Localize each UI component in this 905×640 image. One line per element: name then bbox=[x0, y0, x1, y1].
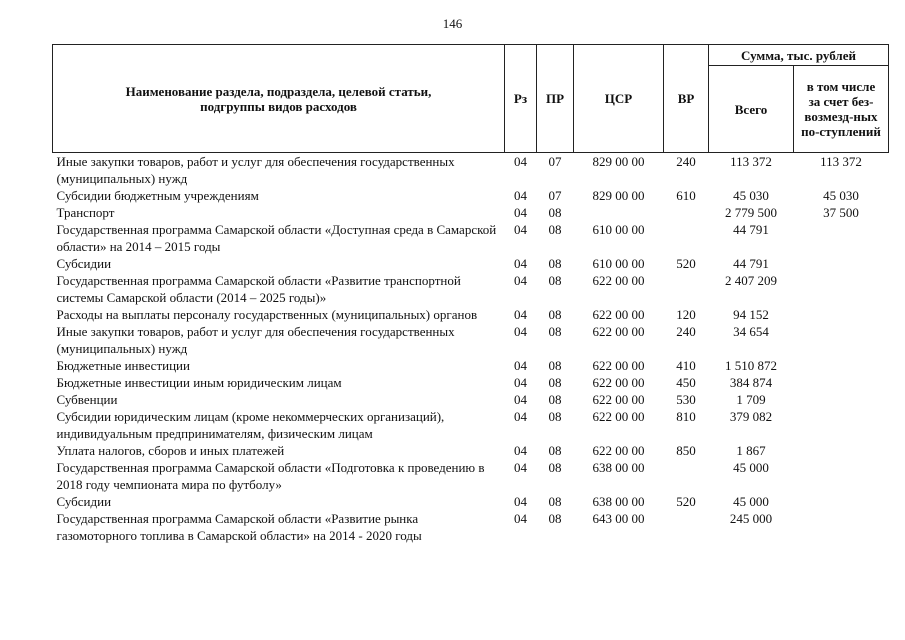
row-vr: 850 bbox=[676, 443, 696, 458]
row-pr: 08 bbox=[548, 358, 562, 373]
row-vr: 520 bbox=[676, 494, 696, 509]
row-vr: 520 bbox=[676, 256, 696, 271]
row-bezvozmezd bbox=[794, 255, 889, 272]
row-pr: 08 bbox=[548, 392, 562, 407]
row-pr: 08 bbox=[548, 375, 562, 390]
row-total: 384 874 bbox=[729, 375, 773, 390]
row-vr bbox=[664, 459, 709, 493]
row-name: Субвенции bbox=[56, 392, 118, 407]
header-vr: ВР bbox=[664, 45, 709, 153]
table-row bbox=[53, 255, 889, 272]
row-csr: 622 00 00 bbox=[592, 358, 645, 373]
row-rz: 04 bbox=[514, 307, 527, 322]
row-csr: 622 00 00 bbox=[592, 375, 645, 390]
table-row bbox=[53, 323, 889, 357]
row-csr: 610 00 00 bbox=[592, 256, 645, 271]
row-name: Бюджетные инвестиции иным юридическим лицам bbox=[56, 375, 342, 390]
row-rz: 04 bbox=[514, 511, 527, 526]
row-csr: 638 00 00 bbox=[592, 494, 645, 509]
row-name: Субсидии бюджетным учреждениям bbox=[56, 188, 259, 203]
header-sum: Сумма, тыс. рублей bbox=[709, 45, 889, 66]
row-rz: 04 bbox=[514, 409, 527, 424]
row-total: 379 082 bbox=[729, 409, 773, 424]
row-vr bbox=[664, 221, 709, 255]
row-csr: 638 00 00 bbox=[592, 460, 645, 475]
row-vr: 120 bbox=[676, 307, 696, 322]
row-rz: 04 bbox=[514, 392, 527, 407]
row-rz: 04 bbox=[514, 188, 527, 203]
table-row bbox=[53, 306, 889, 323]
table-row bbox=[53, 357, 889, 374]
row-total: 44 791 bbox=[733, 256, 769, 271]
table-row bbox=[53, 272, 889, 306]
row-name: Государственная программа Самарской области «Подготовка к проведению в 2018 году чемпионата мира по футболу» bbox=[56, 460, 485, 492]
row-bezvozmezd bbox=[794, 323, 889, 357]
row-vr: 810 bbox=[676, 409, 696, 424]
row-name: Иные закупки товаров, работ и услуг для обеспечения государственных (муниципальных) нужд bbox=[56, 154, 455, 186]
row-csr: 622 00 00 bbox=[592, 307, 645, 322]
row-pr: 08 bbox=[548, 494, 562, 509]
row-vr: 240 bbox=[676, 324, 696, 339]
budget-table bbox=[52, 44, 889, 544]
row-vr: 240 bbox=[676, 154, 696, 169]
row-total: 245 000 bbox=[729, 511, 773, 526]
table-row bbox=[53, 391, 889, 408]
table-row bbox=[53, 187, 889, 204]
header-csr: ЦСР bbox=[574, 45, 664, 153]
header-bezvozmezd: в том числе за счет без-возмезд-ных по-ступлений bbox=[794, 66, 889, 153]
row-name: Транспорт bbox=[56, 205, 115, 220]
row-csr: 622 00 00 bbox=[592, 443, 645, 458]
row-csr: 622 00 00 bbox=[592, 324, 645, 339]
row-rz: 04 bbox=[514, 358, 527, 373]
row-rz: 04 bbox=[514, 460, 527, 475]
row-total: 34 654 bbox=[733, 324, 769, 339]
row-pr: 08 bbox=[548, 222, 562, 237]
row-vr: 530 bbox=[676, 392, 696, 407]
row-vr: 610 bbox=[676, 188, 696, 203]
table-row bbox=[53, 408, 889, 442]
row-bezvozmezd bbox=[794, 510, 889, 544]
row-bezvozmezd bbox=[794, 442, 889, 459]
row-name: Иные закупки товаров, работ и услуг для обеспечения государственных (муниципальных) нужд bbox=[56, 324, 455, 356]
row-rz: 04 bbox=[514, 494, 527, 509]
row-rz: 04 bbox=[514, 375, 527, 390]
row-total: 45 000 bbox=[733, 460, 769, 475]
row-total: 1 510 872 bbox=[725, 358, 777, 373]
row-rz: 04 bbox=[514, 154, 527, 169]
row-pr: 08 bbox=[548, 443, 562, 458]
header-total: Всего bbox=[709, 66, 794, 153]
row-vr: 450 bbox=[676, 375, 696, 390]
row-vr bbox=[664, 204, 709, 221]
row-vr bbox=[664, 510, 709, 544]
row-name: Бюджетные инвестиции bbox=[56, 358, 190, 373]
row-bezvozmezd bbox=[794, 374, 889, 391]
row-total: 1 709 bbox=[736, 392, 766, 407]
table-row bbox=[53, 493, 889, 510]
row-pr: 08 bbox=[548, 273, 562, 288]
table-row bbox=[53, 442, 889, 459]
row-name: Расходы на выплаты персоналу государственных (муниципальных) органов bbox=[56, 307, 478, 322]
row-bezvozmezd bbox=[794, 459, 889, 493]
row-rz: 04 bbox=[514, 222, 527, 237]
row-bezvozmezd bbox=[794, 272, 889, 306]
table-row bbox=[53, 510, 889, 544]
row-rz: 04 bbox=[514, 324, 527, 339]
row-csr bbox=[574, 204, 664, 221]
row-csr: 829 00 00 bbox=[592, 188, 645, 203]
row-vr: 410 bbox=[676, 358, 696, 373]
row-name: Субсидии bbox=[56, 494, 112, 509]
table-body bbox=[53, 153, 889, 545]
row-pr: 08 bbox=[548, 409, 562, 424]
row-name: Уплата налогов, сборов и иных платежей bbox=[56, 443, 285, 458]
row-bezvozmezd bbox=[794, 391, 889, 408]
row-bezvozmezd bbox=[794, 493, 889, 510]
row-rz: 04 bbox=[514, 205, 527, 220]
row-name: Субсидии bbox=[56, 256, 112, 271]
row-pr: 08 bbox=[548, 460, 562, 475]
table-header bbox=[53, 45, 889, 153]
row-rz: 04 bbox=[514, 273, 527, 288]
row-pr: 08 bbox=[548, 511, 562, 526]
row-rz: 04 bbox=[514, 256, 527, 271]
row-pr: 07 bbox=[548, 188, 562, 203]
row-name: Государственная программа Самарской области «Развитие рынка газомоторного топлива в Самарской области» на 2014 - 2020 годы bbox=[56, 511, 422, 543]
row-bezvozmezd: 113 372 bbox=[820, 154, 862, 169]
row-pr: 07 bbox=[548, 154, 562, 169]
row-pr: 08 bbox=[548, 324, 562, 339]
table-row bbox=[53, 459, 889, 493]
table-row bbox=[53, 204, 889, 221]
header-rz: Рз bbox=[505, 45, 537, 153]
row-total: 45 030 bbox=[733, 188, 769, 203]
row-total: 2 407 209 bbox=[725, 273, 777, 288]
row-total: 94 152 bbox=[733, 307, 769, 322]
table-row bbox=[53, 374, 889, 391]
row-name: Государственная программа Самарской области «Доступная среда в Самарской области» на 2014 – 2015 годы bbox=[56, 222, 497, 254]
row-total: 1 867 bbox=[736, 443, 766, 458]
row-vr bbox=[664, 272, 709, 306]
row-bezvozmezd bbox=[794, 408, 889, 442]
row-csr: 610 00 00 bbox=[592, 222, 645, 237]
row-csr: 622 00 00 bbox=[592, 273, 645, 288]
table-row bbox=[53, 153, 889, 188]
row-csr: 829 00 00 bbox=[592, 154, 645, 169]
row-bezvozmezd: 37 500 bbox=[823, 205, 859, 220]
row-bezvozmezd bbox=[794, 306, 889, 323]
row-bezvozmezd: 45 030 bbox=[823, 188, 859, 203]
row-csr: 643 00 00 bbox=[592, 511, 645, 526]
page-number: 146 bbox=[442, 16, 463, 31]
row-csr: 622 00 00 bbox=[592, 392, 645, 407]
header-pr: ПР bbox=[537, 45, 574, 153]
row-pr: 08 bbox=[548, 256, 562, 271]
row-total: 45 000 bbox=[733, 494, 769, 509]
table-row bbox=[53, 221, 889, 255]
row-rz: 04 bbox=[514, 443, 527, 458]
header-name: Наименование раздела, подраздела, целевой статьи, подгруппы видов расходов bbox=[53, 45, 505, 153]
row-bezvozmezd bbox=[794, 357, 889, 374]
row-total: 113 372 bbox=[730, 154, 772, 169]
row-pr: 08 bbox=[548, 205, 562, 220]
row-name: Субсидии юридическим лицам (кроме некоммерческих организаций), индивидуальным предпринимателям, физическим лицам bbox=[56, 409, 445, 441]
row-total: 44 791 bbox=[733, 222, 769, 237]
row-csr: 622 00 00 bbox=[592, 409, 645, 424]
row-bezvozmezd bbox=[794, 221, 889, 255]
row-pr: 08 bbox=[548, 307, 562, 322]
row-name: Государственная программа Самарской области «Развитие транспортной системы Самарской области (2014 – 2025 годы)» bbox=[56, 273, 461, 305]
row-total: 2 779 500 bbox=[725, 205, 777, 220]
